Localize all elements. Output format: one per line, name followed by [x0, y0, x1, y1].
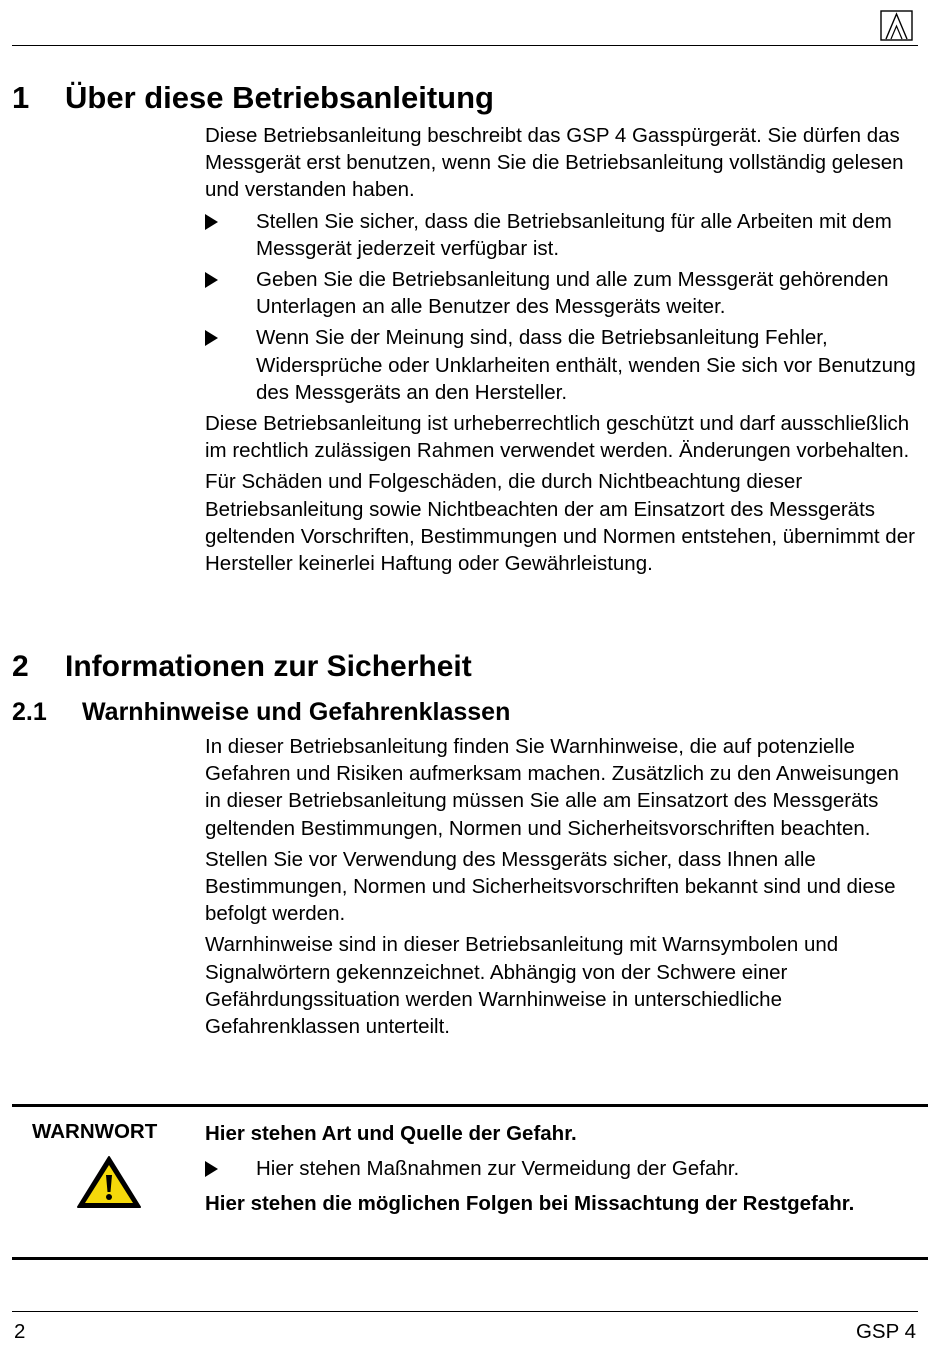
bullet-text: Geben Sie die Betriebsanleitung und alle zum Messgerät gehörenden Unterlagen an alle Benutzer des Messgeräts weiter.	[256, 268, 889, 319]
paragraph: In dieser Betriebsanleitung finden Sie Warnhinweise, die auf potenzielle Gefahren und Risiken aufmerksam machen. Zusätzlich zu den Anweisungen in dieser Betriebsanleitung müssen Sie alle am Einsatzort des Messgeräts geltenden Bestimmungen, Normen und Sicherheitsvorschriften beachten.	[205, 735, 899, 840]
warning-measure: Hier stehen Maßnahmen zur Vermeidung der Gefahr.	[256, 1157, 740, 1181]
section-1-body	[205, 122, 917, 581]
page-number: 2	[14, 1320, 26, 1343]
bullet-arrow-icon	[205, 330, 218, 346]
section-2-1-body	[205, 733, 917, 1044]
copyright-paragraph: Diese Betriebsanleitung ist urheberrechtlich geschützt und darf ausschließlich im rechtlich zulässigen Rahmen verwendet werden. Änderungen vorbehalten.	[205, 412, 910, 463]
signal-word: WARNWORT	[32, 1120, 158, 1143]
product-name: GSP 4	[855, 1320, 916, 1343]
section-1-heading	[12, 80, 494, 116]
bullet-arrow-icon	[205, 214, 218, 230]
section-2-1-heading	[12, 697, 510, 727]
paragraph: Stellen Sie vor Verwendung des Messgeräts sicher, dass Ihnen alle Bestimmungen, Normen und Sicherheitsvorschriften bekannt sind und diese befolgt werden.	[205, 847, 896, 926]
warning-box	[12, 1104, 928, 1260]
warning-body	[205, 1120, 917, 1226]
section-1-number: 1	[12, 80, 30, 115]
bullet-item	[205, 208, 917, 262]
a-logo-icon	[880, 10, 913, 41]
section-1-intro: Diese Betriebsanleitung beschreibt das GSP 4 Gasspürgerät. Sie dürfen das Messgerät erst benutzen, wenn Sie die Betriebsanleitung vollständig gelesen und verstanden haben.	[205, 124, 904, 202]
liability-paragraph: Für Schäden und Folgeschäden, die durch Nichtbeachtung dieser Betriebsanleitung sowie Nichtbeachten der am Einsatzort des Messgeräts geltenden Vorschriften, Bestimmungen und Normen entstehen, übernimmt der Hersteller keinerlei Haftung oder Gewährleistung.	[205, 470, 915, 576]
warning-triangle-icon	[76, 1155, 142, 1209]
bullet-arrow-icon	[205, 272, 218, 288]
bullet-item	[205, 1155, 917, 1182]
section-1-title: Über diese Betriebsanleitung	[65, 80, 494, 115]
section-2-heading	[12, 649, 472, 685]
footer-rule	[12, 1311, 918, 1312]
bullet-arrow-icon	[205, 1161, 218, 1177]
bullet-item	[205, 266, 917, 320]
bullet-text: Stellen Sie sicher, dass die Betriebsanleitung für alle Arbeiten mit dem Messgerät jederzeit verfügbar ist.	[256, 209, 892, 260]
warning-hazard: Hier stehen Art und Quelle der Gefahr.	[205, 1122, 577, 1145]
paragraph: Warnhinweise sind in dieser Betriebsanleitung mit Warnsymbolen und Signalwörtern gekennzeichnet. Abhängig von der Schwere einer Gefährdungssituation werden Warnhinweise in unterschiedliche Gefahrenklassen unterteilt.	[205, 933, 839, 1039]
warning-consequence: Hier stehen die möglichen Folgen bei Missachtung der Restgefahr.	[205, 1192, 855, 1216]
section-2-title: Informationen zur Sicherheit	[65, 650, 472, 683]
section-2-1-number: 2.1	[12, 698, 47, 726]
header-rule	[12, 45, 918, 46]
section-2-number: 2	[12, 650, 29, 683]
bullet-text: Wenn Sie der Meinung sind, dass die Betriebsanleitung Fehler, Widersprüche oder Unklarheiten enthält, wenden Sie sich vor Benutzung des Messgeräts an den Hersteller.	[256, 326, 916, 404]
section-2-1-title: Warnhinweise und Gefahrenklassen	[82, 698, 511, 726]
bullet-item	[205, 324, 917, 406]
